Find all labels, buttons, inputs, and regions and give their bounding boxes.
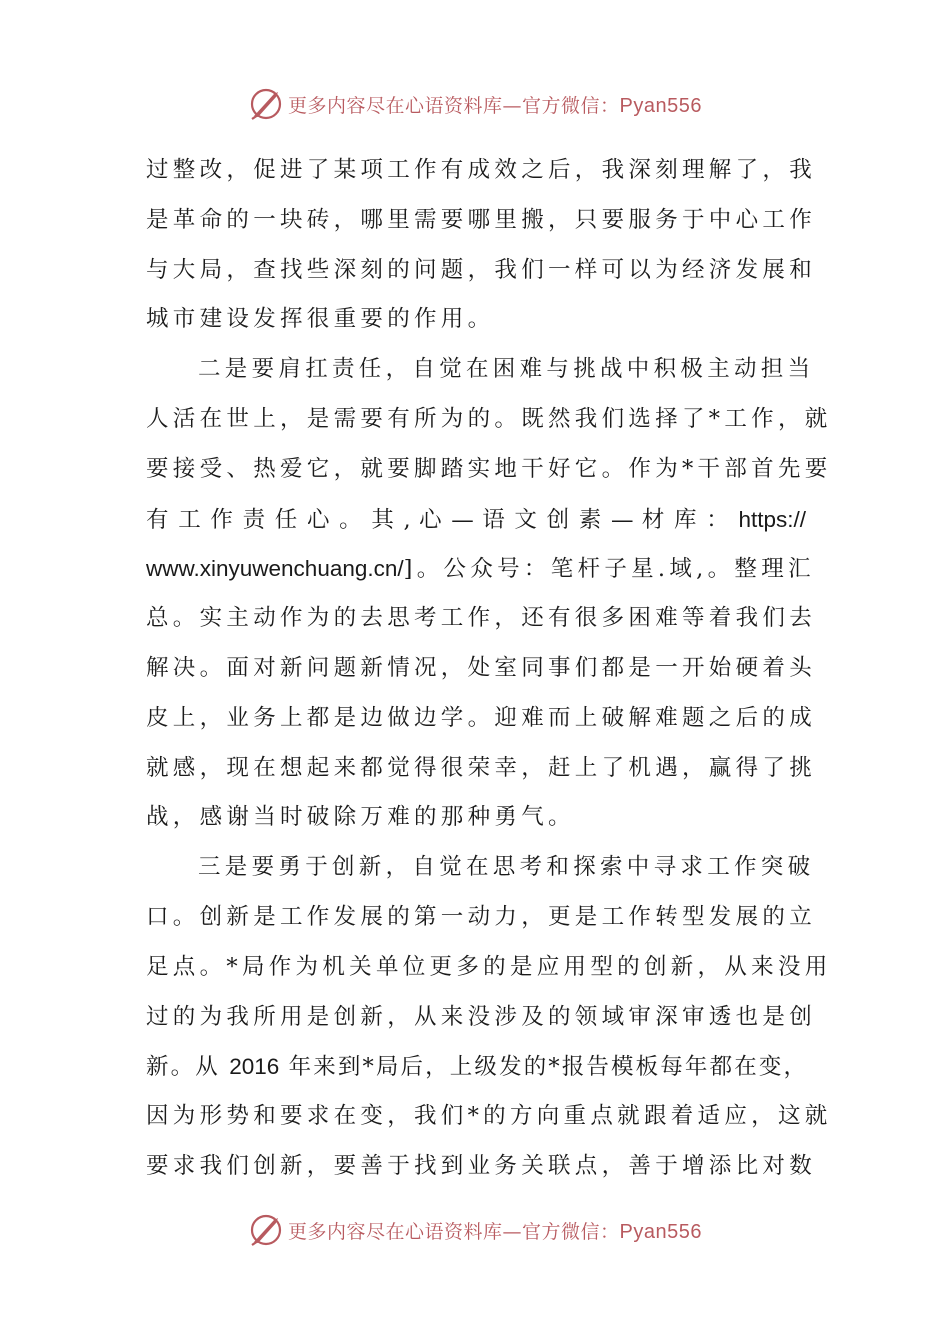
url-fragment: https://	[738, 506, 806, 532]
body-line: 就感，现在想起来都觉得很荣幸，赶上了机遇，赢得了挑	[146, 754, 817, 781]
header-banner	[0, 84, 950, 124]
header-banner-handle: Pyan556	[619, 94, 702, 117]
header-banner-text	[288, 91, 702, 118]
footer-banner-main: 更多内容尽在心语资料库—官方微信：	[288, 1220, 620, 1243]
footer-banner-handle: Pyan556	[619, 1220, 702, 1243]
document-body	[146, 146, 832, 1192]
body-line-text: 有 工 作 责 任 心 。 其 , 心 — 语 文 创 素 — 材 库 ：	[146, 506, 731, 533]
body-line: 要接受、热爱它，就要脚踏实地干好它。作为*干部首先要	[146, 455, 832, 482]
body-line: 城市建设发挥很重要的作用。	[146, 306, 495, 333]
body-line: 与大局，查找些深刻的问题，我们一样可以为经济发展和	[146, 256, 817, 283]
year-number: 2016	[229, 1054, 280, 1080]
paragraph-start-line: 二是要肩扛责任，自觉在困难与挑战中积极主动担当	[198, 356, 815, 383]
body-line: 因为形势和要求在变，我们*的方向重点就跟着适应，这就	[146, 1103, 832, 1130]
body-line: 人活在世上，是需要有所为的。既然我们选择了*工作，就	[146, 405, 832, 432]
body-line	[146, 495, 806, 545]
body-line-text: 新。从	[146, 1054, 220, 1081]
url-domain: www.xinyuwenchuang.cn/	[146, 556, 404, 582]
footer-banner	[0, 1210, 950, 1250]
header-banner-main: 更多内容尽在心语资料库—官方微信：	[288, 94, 620, 117]
paragraph-start-line: 三是要勇于创新，自觉在思考和探索中寻求工作突破	[198, 854, 815, 881]
body-line: 解决。面对新问题新情况，处室同事们都是一开始硬着头	[146, 654, 817, 681]
quill-pen-logo-icon	[248, 86, 284, 122]
body-line: 是革命的一块砖，哪里需要哪里搬，只要服务于中心工作	[146, 206, 817, 233]
body-line: 要求我们创新，要善于找到业务关联点，善于增添比对数	[146, 1152, 817, 1179]
body-line	[146, 1042, 806, 1092]
body-line: 总。实主动作为的去思考工作，还有很多困难等着我们去	[146, 605, 817, 632]
body-line-text: 年来到*局后，上级发的*报告模板每年都在变，	[288, 1054, 806, 1081]
quill-pen-logo-icon	[248, 1212, 284, 1248]
body-line: 过整改，促进了某项工作有成效之后，我深刻理解了，我	[146, 157, 817, 183]
body-line: 皮上，业务上都是边做边学。迎难而上破解难题之后的成	[146, 704, 817, 731]
body-line: 口。创新是工作发展的第一动力，更是工作转型发展的立	[146, 903, 817, 930]
footer-banner-text	[288, 1217, 702, 1244]
body-line: 战，感谢当时破除万难的那种勇气。	[146, 804, 575, 831]
body-line: 过的为我所用是创新，从来没涉及的领域审深审透也是创	[146, 1003, 817, 1030]
body-line-text: ]。公众号：笔杆子星.域,。整理汇	[403, 556, 815, 583]
body-line: 足点。*局作为机关单位更多的是应用型的创新，从来没用	[146, 953, 832, 980]
body-line	[146, 544, 815, 594]
